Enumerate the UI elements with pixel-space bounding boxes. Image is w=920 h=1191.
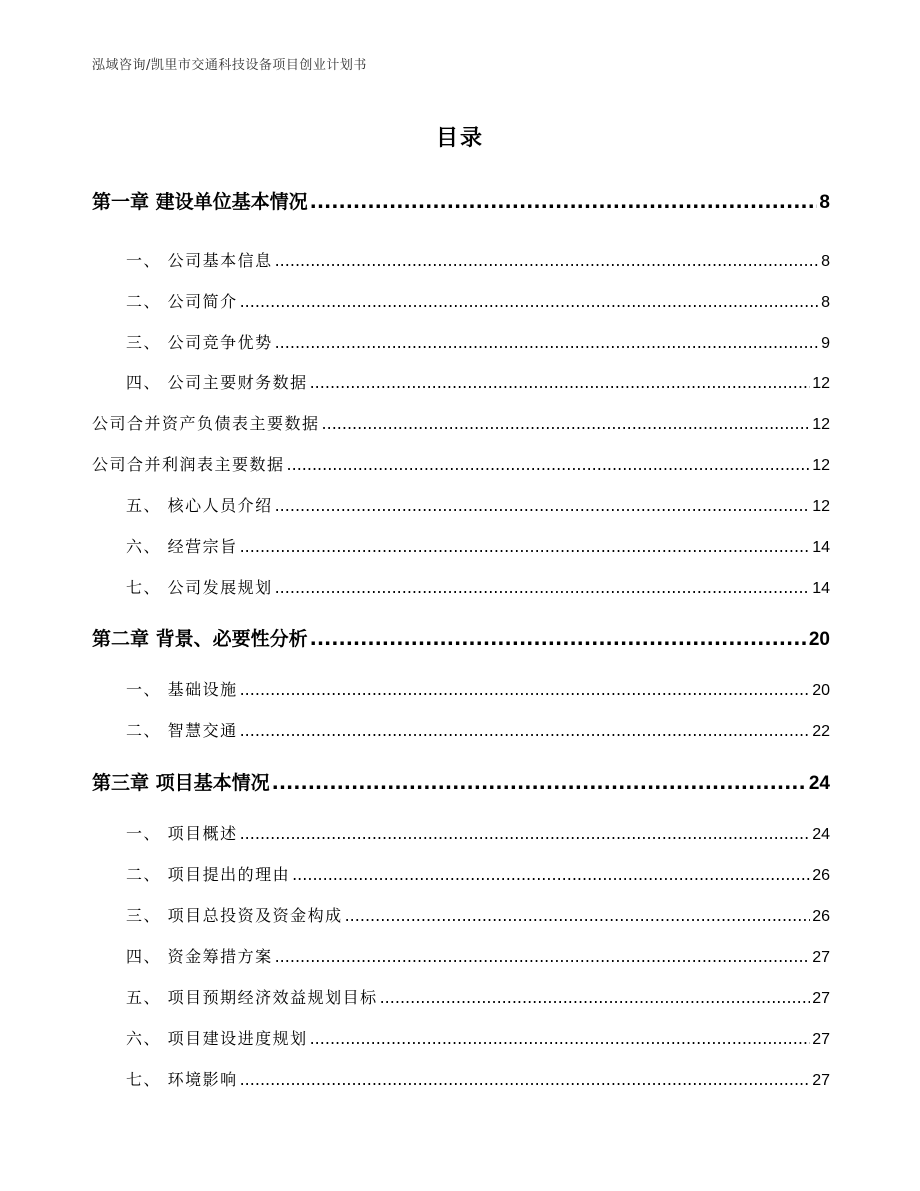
toc-entry[interactable]	[92, 248, 830, 271]
toc-entry-label: 第一章 建设单位基本情况	[92, 191, 308, 213]
toc-entry-page: 27	[812, 1072, 830, 1089]
toc-entry-label: 六、 项目建设进度规划	[126, 1029, 308, 1048]
toc-entry-label: 七、 公司发展规划	[126, 578, 273, 597]
toc-entry[interactable]	[92, 575, 830, 598]
toc-entry-label: 四、 资金筹措方案	[126, 947, 273, 966]
toc-entry-page: 12	[812, 498, 830, 515]
toc-leader	[272, 772, 807, 794]
toc-entry-label: 五、 项目预期经济效益规划目标	[126, 988, 378, 1007]
toc-entry[interactable]	[92, 187, 830, 214]
toc-entry-label: 一、 基础设施	[126, 680, 238, 699]
toc-leader	[310, 1029, 811, 1048]
toc-leader	[287, 455, 811, 474]
toc-entry-page: 24	[808, 773, 830, 794]
page-title: 目录	[435, 126, 484, 151]
toc-entry[interactable]	[92, 677, 830, 700]
toc-entry-page: 8	[821, 294, 830, 311]
toc-entry-label: 三、 公司竞争优势	[126, 333, 273, 352]
toc-entry-label: 一、 项目概述	[126, 824, 238, 843]
toc-entry-page: 24	[812, 826, 830, 843]
toc-entry-page: 26	[812, 867, 830, 884]
toc-entry[interactable]	[92, 452, 830, 475]
toc-entry[interactable]	[92, 411, 830, 434]
toc-entry-label: 五、 核心人员介绍	[126, 496, 273, 515]
toc-leader	[275, 578, 811, 597]
toc-entry-label: 四、 公司主要财务数据	[126, 373, 308, 392]
toc-entry-page: 12	[812, 416, 830, 433]
running-header: 泓域咨询/凯里市交通科技设备项目创业计划书	[92, 58, 367, 73]
toc-leader	[240, 1070, 811, 1089]
toc-entry-page: 8	[819, 192, 830, 213]
toc-entry[interactable]	[92, 493, 830, 516]
toc-leader	[240, 292, 820, 311]
toc-entry[interactable]	[92, 624, 830, 651]
toc-leader	[310, 373, 811, 392]
toc-entry[interactable]	[92, 289, 830, 312]
toc-entry-label: 七、 环境影响	[126, 1070, 238, 1089]
toc-leader	[275, 496, 811, 515]
toc-entry-page: 8	[821, 253, 830, 270]
toc-entry-page: 12	[812, 457, 830, 474]
toc-leader	[275, 333, 820, 352]
toc-leader	[380, 988, 811, 1007]
toc-entry-page: 22	[812, 723, 830, 740]
toc-entry-label: 第二章 背景、必要性分析	[92, 628, 308, 650]
toc-leader	[310, 191, 818, 213]
toc-leader	[240, 721, 811, 740]
toc-entry-label: 公司合并利润表主要数据	[92, 455, 285, 474]
toc-entry-label: 公司合并资产负债表主要数据	[92, 414, 320, 433]
toc-entry-page: 12	[812, 375, 830, 392]
toc-entry-label: 一、 公司基本信息	[126, 251, 273, 270]
toc-entry-label: 六、 经营宗旨	[126, 537, 238, 556]
toc-entry-page: 20	[808, 629, 830, 650]
toc-entry-page: 27	[812, 949, 830, 966]
toc-leader	[275, 947, 811, 966]
toc-entry-label: 三、 项目总投资及资金构成	[126, 906, 343, 925]
toc-entry[interactable]	[92, 821, 830, 844]
toc-entry[interactable]	[92, 1067, 830, 1090]
toc-entry[interactable]	[92, 944, 830, 967]
toc-entry[interactable]	[92, 534, 830, 557]
toc-entry-page: 14	[812, 580, 830, 597]
toc-leader	[275, 251, 820, 270]
toc-entry[interactable]	[92, 330, 830, 353]
toc-entry-page: 14	[812, 539, 830, 556]
toc-leader	[240, 824, 811, 843]
toc-leader	[240, 537, 811, 556]
toc-leader	[345, 906, 811, 925]
toc-entry[interactable]	[92, 985, 830, 1008]
toc-leader	[322, 414, 811, 433]
toc-entry[interactable]	[92, 903, 830, 926]
toc-entry-page: 20	[812, 682, 830, 699]
toc-entry[interactable]	[92, 862, 830, 885]
toc-entry[interactable]	[92, 718, 830, 741]
toc-entry-page: 27	[812, 990, 830, 1007]
toc-entry-label: 二、 公司简介	[126, 292, 238, 311]
toc-entry-label: 二、 项目提出的理由	[126, 865, 291, 884]
toc-leader	[292, 865, 810, 884]
toc-entry-page: 27	[812, 1031, 830, 1048]
toc-leader	[240, 680, 811, 699]
toc-leader	[310, 628, 807, 650]
toc-entry[interactable]	[92, 768, 830, 795]
toc-entry[interactable]	[92, 1026, 830, 1049]
toc-entry[interactable]	[92, 370, 830, 393]
toc-entry-page: 26	[812, 908, 830, 925]
toc-entry-page: 9	[821, 335, 830, 352]
toc-entry-label: 二、 智慧交通	[126, 721, 238, 740]
toc-entry-label: 第三章 项目基本情况	[92, 772, 270, 794]
